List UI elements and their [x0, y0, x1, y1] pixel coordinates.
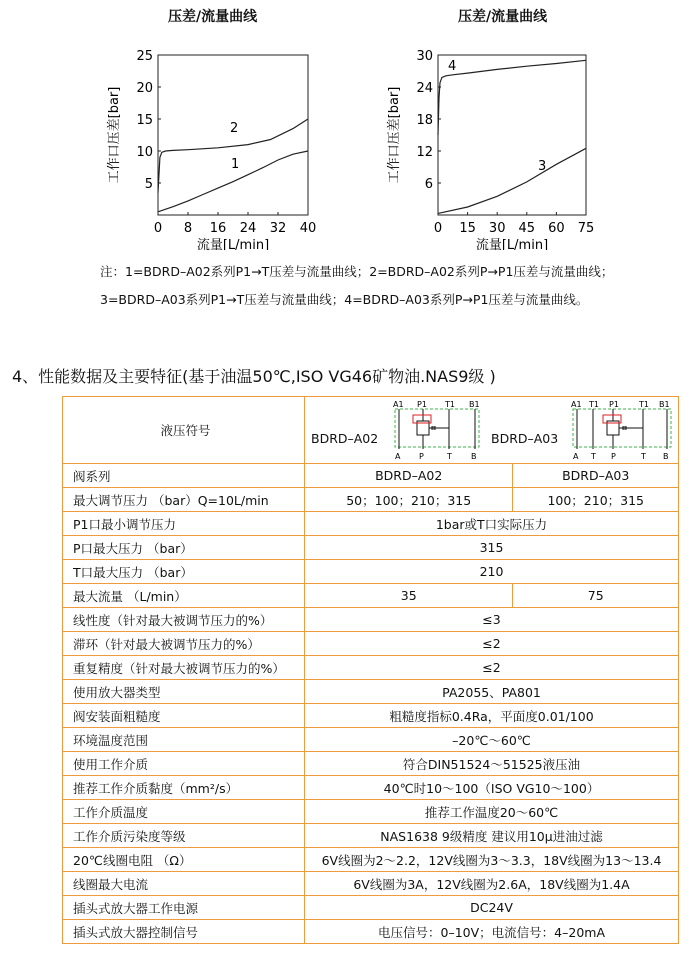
- row-value: NAS1638 9级精度 建议用10μ进油过滤: [305, 824, 679, 848]
- spec-row: [63, 656, 679, 680]
- row-value-a02: 50；100；210；315: [305, 488, 513, 512]
- x-axis-label: 流量[L/min]: [196, 238, 270, 250]
- y-tick-label: 24: [416, 81, 433, 96]
- spec-row: [63, 776, 679, 800]
- spec-table: [62, 396, 679, 944]
- row-label: 工作介质污染度等级: [63, 824, 305, 848]
- chart-a03-plot: [350, 0, 700, 250]
- symbol-row: [63, 397, 679, 464]
- section-title: 4、性能数据及主要特征(基于油温50℃,ISO VG46矿物油.NAS9级 ): [12, 367, 496, 386]
- row-value: 粗糙度指标0.4Ra，平面度0.01/100: [305, 704, 679, 728]
- row-value: ≤3: [305, 608, 679, 632]
- x-axis-label: 流量[L/min]: [475, 238, 549, 250]
- x-tick-label: 24: [239, 221, 257, 236]
- row-value-a02: BDRD–A02: [305, 464, 513, 488]
- row-value: –20℃～60℃: [305, 728, 679, 752]
- svg-text:⊠: ⊠: [622, 425, 628, 432]
- row-label: 液压符号: [63, 397, 305, 464]
- row-label: 推荐工作介质黏度（mm²/s）: [63, 776, 305, 800]
- port-p1: P1: [609, 400, 619, 409]
- spec-row: [63, 464, 679, 488]
- x-tick-label: 75: [577, 221, 595, 236]
- row-value: 40℃时10～100（ISO VG10～100）: [305, 776, 679, 800]
- port-t1: T1: [589, 400, 599, 409]
- symbol-cell: [305, 397, 679, 464]
- y-tick-label: 12: [416, 145, 433, 160]
- row-value: 1bar或T口实际压力: [305, 512, 679, 536]
- port-t1: T1: [639, 400, 649, 409]
- x-tick-label: 15: [459, 221, 476, 236]
- series-line-3: [438, 148, 586, 213]
- chart-note: 注：1=BDRD–A02系列P1→T压差与流量曲线；2=BDRD–A02系列P→P1压差与流量曲线；3=BDRD–A03系列P1→T压差与流量曲线；4=BDRD–A03系列P→P1压差与流量曲线。: [100, 264, 614, 307]
- spec-row: [63, 632, 679, 656]
- row-label: 使用放大器类型: [63, 680, 305, 704]
- curve-label: 2: [230, 121, 239, 136]
- y-tick-label: 10: [136, 145, 153, 160]
- row-label: 环境温度范围: [63, 728, 305, 752]
- row-value-a03: BDRD–A03: [513, 464, 679, 488]
- x-tick-label: 45: [518, 221, 536, 236]
- port-p: P: [419, 452, 424, 461]
- row-label: P1口最小调节压力: [63, 512, 305, 536]
- curve-label: 4: [448, 59, 457, 74]
- row-label: 最大调节压力 （bar）Q=10L/min: [63, 488, 305, 512]
- row-label: 插头式放大器工作电源: [63, 896, 305, 920]
- row-value-a02: 35: [305, 584, 513, 608]
- spec-row: [63, 728, 679, 752]
- row-label: 重复精度（针对最大被调节压力的%）: [63, 656, 305, 680]
- row-value: 电压信号：0–10V；电流信号：4–20mA: [305, 920, 679, 944]
- spec-row: [63, 560, 679, 584]
- y-tick-label: 15: [136, 113, 153, 128]
- curve-label: 1: [231, 157, 240, 172]
- spec-row: [63, 512, 679, 536]
- x-tick-label: 60: [548, 221, 565, 236]
- y-tick-label: 30: [416, 49, 433, 64]
- symbol-name-a02: BDRD–A02: [311, 431, 379, 446]
- spec-row: [63, 536, 679, 560]
- row-value: 推荐工作温度20～60℃: [305, 800, 679, 824]
- spec-row: [63, 872, 679, 896]
- hydraulic-symbol-a03: [567, 399, 677, 461]
- x-tick-label: 32: [269, 221, 287, 236]
- y-tick-label: 5: [144, 177, 153, 192]
- symbol-name-a03: BDRD–A03: [491, 431, 559, 446]
- port-a: A: [395, 452, 401, 461]
- port-p1: P1: [417, 400, 427, 409]
- row-label: 最大流量 （L/min）: [63, 584, 305, 608]
- row-value: 210: [305, 560, 679, 584]
- row-label: 插头式放大器控制信号: [63, 920, 305, 944]
- row-label: 线性度（针对最大被调节压力的%）: [63, 608, 305, 632]
- y-tick-label: 18: [416, 113, 433, 128]
- port-t: T: [641, 452, 646, 461]
- port-t: T: [591, 452, 596, 461]
- spec-row: [63, 680, 679, 704]
- spec-row: [63, 896, 679, 920]
- row-value: 315: [305, 536, 679, 560]
- series-line-4: [438, 60, 586, 135]
- curve-label: 3: [538, 159, 547, 174]
- row-value: ≤2: [305, 632, 679, 656]
- chart-a02-plot: [0, 0, 340, 250]
- x-tick-label: 0: [433, 221, 443, 236]
- port-t1: T1: [445, 400, 455, 409]
- chart-a03: [350, 0, 700, 250]
- spec-row: [63, 824, 679, 848]
- port-a1: A1: [571, 400, 582, 409]
- y-tick-label: 6: [424, 177, 433, 192]
- row-label: 20℃线圈电阻 （Ω）: [63, 848, 305, 872]
- row-label: 使用工作介质: [63, 752, 305, 776]
- spec-row: [63, 848, 679, 872]
- port-p: P: [611, 452, 616, 461]
- spec-row: [63, 704, 679, 728]
- port-t: T: [447, 452, 452, 461]
- row-label: P口最大压力 （bar）: [63, 536, 305, 560]
- port-b1: B1: [659, 400, 670, 409]
- svg-text:⊠: ⊠: [431, 425, 437, 432]
- row-value: ≤2: [305, 656, 679, 680]
- y-axis-label: 工作口压差[bar]: [107, 86, 122, 184]
- row-label: 阀安装面粗糙度: [63, 704, 305, 728]
- y-tick-label: 25: [136, 49, 153, 64]
- port-a1: A1: [393, 400, 404, 409]
- spec-row: [63, 584, 679, 608]
- row-value: PA2055、PA801: [305, 680, 679, 704]
- port-a: A: [573, 452, 579, 461]
- spec-row: [63, 800, 679, 824]
- port-b: B: [663, 452, 669, 461]
- x-tick-label: 0: [153, 221, 163, 236]
- chart-a02: [0, 0, 340, 250]
- x-tick-label: 16: [209, 221, 227, 236]
- hydraulic-symbol-a02: [389, 399, 485, 461]
- port-b: B: [471, 452, 477, 461]
- row-label: 阀系列: [63, 464, 305, 488]
- row-value: 6V线圈为2～2.2，12V线圈为3～3.3，18V线圈为13～13.4: [305, 848, 679, 872]
- x-tick-label: 40: [299, 221, 317, 236]
- chart-title: 压差/流量曲线: [168, 9, 258, 25]
- row-value-a03: 100；210；315: [513, 488, 679, 512]
- spec-row: [63, 920, 679, 944]
- spec-row: [63, 608, 679, 632]
- plot-frame: [438, 55, 586, 215]
- x-tick-label: 30: [488, 221, 506, 236]
- y-tick-label: 20: [136, 81, 153, 96]
- row-label: T口最大压力 （bar）: [63, 560, 305, 584]
- spec-row: [63, 752, 679, 776]
- port-b1: B1: [469, 400, 480, 409]
- row-label: 滞环（针对最大被调节压力的%）: [63, 632, 305, 656]
- chart-title: 压差/流量曲线: [458, 9, 548, 25]
- x-tick-label: 8: [183, 221, 193, 236]
- row-value: 6V线圈为3A，12V线圈为2.6A，18V线圈为1.4A: [305, 872, 679, 896]
- spec-row: [63, 488, 679, 512]
- row-label: 工作介质温度: [63, 800, 305, 824]
- row-value-a03: 75: [513, 584, 679, 608]
- y-axis-label: 工作口压差[bar]: [387, 86, 402, 184]
- row-label: 线圈最大电流: [63, 872, 305, 896]
- row-value: 符合DIN51524～51525液压油: [305, 752, 679, 776]
- row-value: DC24V: [305, 896, 679, 920]
